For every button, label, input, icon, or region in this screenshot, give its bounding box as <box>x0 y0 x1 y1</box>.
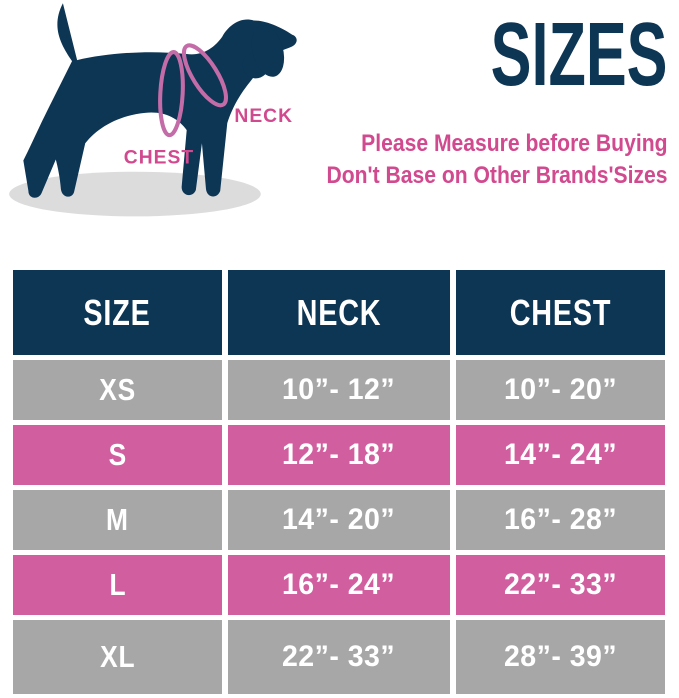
row-s-chest-cell <box>456 425 665 485</box>
neck-measure-label: NECK <box>234 106 294 128</box>
row-xl-chest: 28”- 39” <box>503 640 618 673</box>
row-l-size: L <box>109 567 126 602</box>
row-l-chest-cell <box>456 555 665 615</box>
column-header-chest-label: CHEST <box>509 291 612 333</box>
row-xl-size-cell <box>13 620 222 694</box>
row-s-neck: 12”- 18” <box>282 438 396 471</box>
column-header-size-label: SIZE <box>83 291 152 333</box>
column-header-neck-label: NECK <box>296 291 382 333</box>
row-xs-neck: 10”- 12” <box>282 373 396 406</box>
row-s-chest: 14”- 24” <box>503 438 618 471</box>
measure-warning-line1: Please Measure before Buying <box>360 130 667 157</box>
column-header-size <box>13 270 222 355</box>
top-section <box>0 0 679 270</box>
row-xs-chest-cell <box>456 360 665 420</box>
size-chart-table <box>13 270 665 694</box>
row-m-neck-cell <box>228 490 450 550</box>
row-s-size-cell <box>13 425 222 485</box>
row-xs-size: XS <box>99 372 136 407</box>
page-title: SIZES <box>490 5 667 105</box>
row-m-chest: 16”- 28” <box>503 503 618 536</box>
row-m-neck: 14”- 20” <box>282 503 396 536</box>
row-xs-size-cell <box>13 360 222 420</box>
row-xl-neck-cell <box>228 620 450 694</box>
row-l-neck: 16”- 24” <box>282 568 396 601</box>
row-xs-neck-cell <box>228 360 450 420</box>
title-block <box>280 5 668 192</box>
row-s-size: S <box>108 437 127 472</box>
row-xs-chest: 10”- 20” <box>503 373 618 406</box>
row-l-neck-cell <box>228 555 450 615</box>
row-l-size-cell <box>13 555 222 615</box>
measure-warning <box>326 128 667 192</box>
row-m-chest-cell <box>456 490 665 550</box>
row-xl-size: XL <box>99 639 136 674</box>
chest-measure-label: CHEST <box>123 147 195 169</box>
column-header-chest <box>456 270 665 355</box>
measure-warning-line2: Don't Base on Other Brands'Sizes <box>326 162 667 189</box>
column-header-neck <box>228 270 450 355</box>
row-m-size: M <box>106 502 129 537</box>
row-m-size-cell <box>13 490 222 550</box>
row-xl-neck: 22”- 33” <box>282 640 396 673</box>
row-l-chest: 22”- 33” <box>503 568 618 601</box>
row-xl-chest-cell <box>456 620 665 694</box>
row-s-neck-cell <box>228 425 450 485</box>
